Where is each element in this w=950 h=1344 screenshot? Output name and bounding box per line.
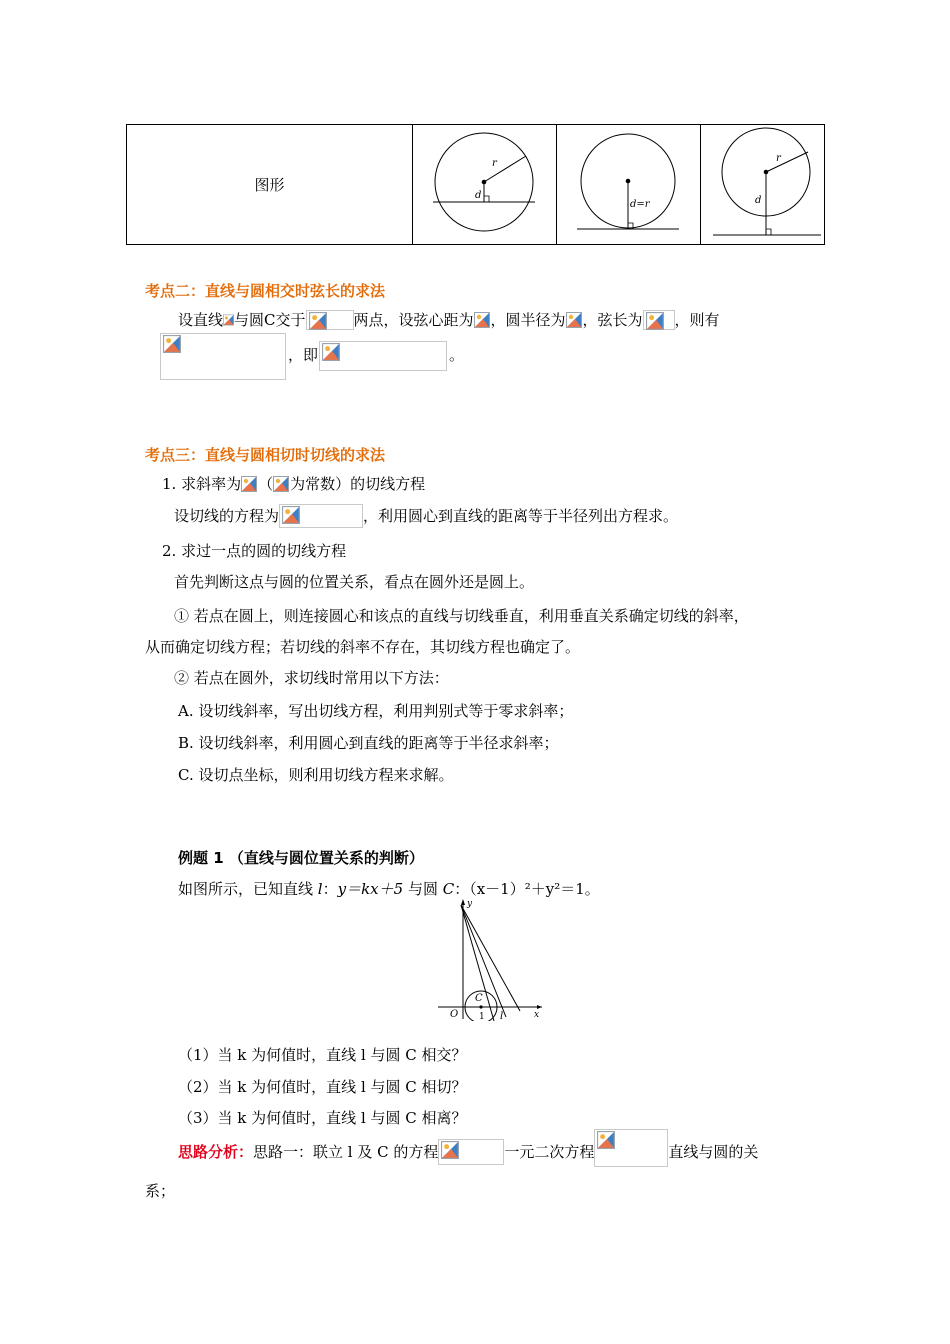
formula-image	[566, 311, 583, 329]
diagram-tangent-cell	[557, 125, 701, 245]
text: 为常数）的切线方程	[290, 475, 426, 493]
text: ，则有	[674, 311, 720, 329]
text: 与圆C交于	[234, 311, 306, 329]
line-name: l	[317, 880, 323, 898]
formula-image	[279, 504, 363, 528]
formula-image	[643, 310, 675, 330]
section3-heading: 考点三：直线与圆相切时切线的求法	[145, 446, 386, 464]
text: 思路一：联立 l 及 C 的方程	[253, 1143, 439, 1161]
label-origin: O	[450, 1009, 459, 1020]
section3-pC: C. 设切点坐标，则利用切线方程来求解。	[178, 766, 454, 784]
example1-q2: （2）当 k 为何值时，直线 l 与圆 C 相切？	[178, 1078, 467, 1096]
text: （	[258, 475, 274, 493]
broken-image-icon	[308, 312, 328, 330]
analysis-label: 思路分析：	[178, 1143, 254, 1161]
circle-equation: ：（x－1）²＋y²＝1。	[454, 880, 600, 898]
formula-image	[438, 1139, 504, 1165]
text: 设直线	[178, 311, 224, 329]
broken-image-icon	[281, 506, 301, 524]
text: ：	[322, 880, 338, 898]
section2-period: 。	[449, 346, 465, 364]
table-row-label: 图形	[254, 176, 285, 194]
broken-image-icon	[440, 1141, 460, 1159]
text: 设切线的方程为	[174, 507, 280, 525]
text: 直线与圆的关	[668, 1143, 759, 1161]
broken-image-icon	[596, 1131, 616, 1149]
text: 1. 求斜率为	[162, 475, 242, 493]
section3-p1: 首先判断这点与圆的位置关系，看点在圆外还是圆上。	[174, 573, 535, 591]
label-d-eq-r: d=r	[630, 199, 650, 210]
label-y: y	[467, 899, 473, 909]
diagram-separate	[701, 125, 824, 240]
table-row-label-cell	[127, 125, 413, 245]
section3-p3: 从而确定切线方程；若切线的斜率不存在，其切线方程也确定了。	[145, 638, 581, 656]
example1-graph	[434, 895, 546, 1021]
label-one: 1	[479, 1012, 485, 1021]
label-d: d	[755, 195, 762, 206]
section3-pB: B. 设切线斜率，利用圆心到直线的距离等于半径求斜率；	[178, 734, 559, 752]
formula-image-chord-length	[319, 341, 447, 371]
formula-image	[273, 475, 290, 493]
text: ，利用圆心到直线的距离等于半径列出方程求。	[363, 507, 679, 525]
text: ，弦长为	[582, 311, 643, 329]
formula-image	[223, 311, 234, 329]
text: ，圆半径为	[490, 311, 566, 329]
example1-analysis	[178, 1137, 758, 1167]
label-r: r	[776, 153, 781, 164]
section3-item1	[162, 474, 425, 494]
label-x: x	[534, 1010, 540, 1020]
broken-image-icon	[566, 312, 582, 328]
broken-image-icon	[162, 335, 182, 353]
example1-q1: （1）当 k 为何值时，直线 l 与圆 C 相交？	[178, 1046, 467, 1064]
section3-line2	[174, 504, 678, 528]
diagram-table	[126, 124, 825, 245]
broken-image-icon	[241, 476, 257, 492]
label-l: l	[500, 1011, 504, 1021]
text: 如图所示，已知直线	[178, 880, 318, 898]
example1-analysis-cont: 系；	[145, 1182, 176, 1200]
formula-image	[306, 310, 354, 330]
line-equation: y＝kx＋5	[337, 880, 404, 898]
diagram-separate-cell	[701, 125, 825, 245]
formula-image	[241, 475, 258, 493]
label-C: C	[475, 993, 483, 1004]
section2-text-ji: ，即	[288, 346, 319, 364]
diagram-intersect	[413, 125, 556, 240]
section2-heading: 考点二：直线与圆相交时弦长的求法	[145, 282, 386, 300]
section3-item2: 2. 求过一点的圆的切线方程	[162, 542, 347, 560]
diagram-intersect-cell	[413, 125, 557, 245]
section3-p2: ① 若点在圆上，则连接圆心和该点的直线与切线垂直，利用垂直关系确定切线的斜率，	[174, 607, 749, 625]
text: 与圆	[403, 880, 443, 898]
example1-q3: （3）当 k 为何值时，直线 l 与圆 C 相离？	[178, 1109, 467, 1127]
example1-title: 例题 1 （直线与圆位置关系的判断）	[178, 849, 424, 867]
formula-image	[594, 1129, 668, 1167]
broken-image-icon	[223, 312, 234, 328]
section3-pA: A. 设切线斜率，写出切线方程，利用判别式等于零求斜率；	[178, 702, 574, 720]
section2-line1	[178, 310, 720, 330]
text: 一元二次方程	[504, 1143, 595, 1161]
broken-image-icon	[321, 343, 341, 361]
formula-image	[474, 311, 491, 329]
section3-p4: ② 若点在圆外，求切线时常用以下方法：	[174, 669, 449, 687]
broken-image-icon	[474, 312, 490, 328]
formula-image-chord	[160, 333, 286, 380]
label-d: d	[475, 190, 482, 201]
text: 两点，设弦心距为	[353, 311, 474, 329]
diagram-tangent	[557, 125, 700, 240]
circle-name: C	[442, 880, 455, 898]
label-r: r	[492, 158, 497, 169]
broken-image-icon	[273, 476, 289, 492]
broken-image-icon	[645, 312, 665, 330]
